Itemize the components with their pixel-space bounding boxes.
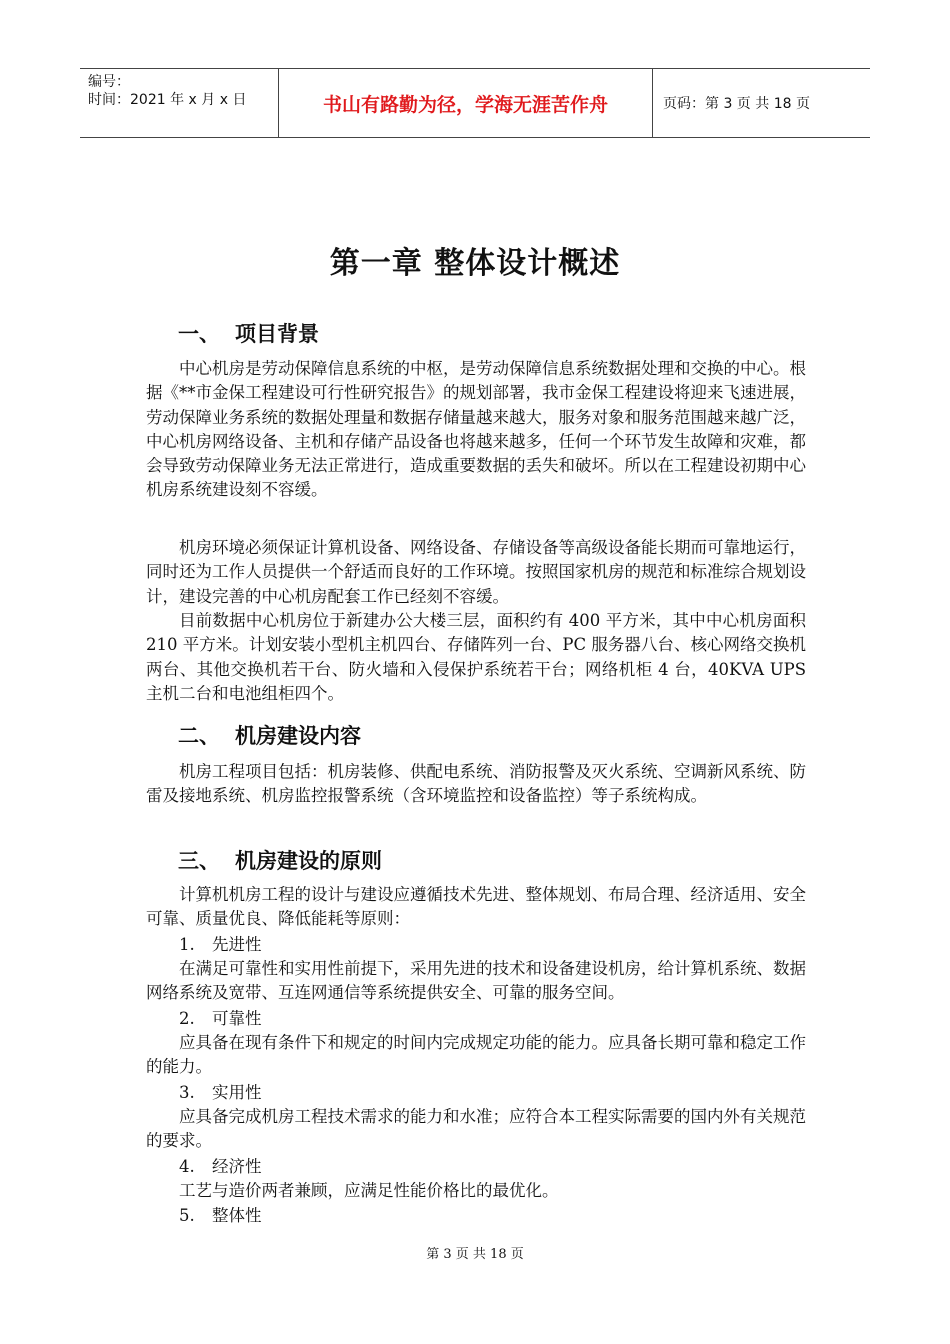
principle-number: 1.	[179, 935, 195, 954]
principle-text-2: 应具备在现有条件下和规定的时间内完成规定功能的能力。应具备长期可靠和稳定工作的能力。	[146, 1033, 806, 1077]
header-meta	[80, 69, 279, 137]
section-title: 机房建设的原则	[235, 849, 382, 873]
header-table	[80, 68, 870, 138]
principle-number: 3.	[179, 1083, 195, 1102]
principle-name: 先进性	[212, 935, 262, 954]
principle-heading-1	[179, 933, 262, 957]
section-heading-2	[178, 720, 361, 750]
principle-name: 实用性	[212, 1083, 262, 1102]
principle-name: 经济性	[212, 1157, 262, 1176]
principle-heading-3	[179, 1081, 262, 1105]
section-number: 一、	[178, 322, 220, 346]
principle-text-1: 在满足可靠性和实用性前提下，采用先进的技术和设备建设机房，给计算机系统、数据网络系统及宽带、互连网通信等系统提供安全、可靠的服务空间。	[146, 959, 806, 1003]
paragraph-background-2: 机房环境必须保证计算机设备、网络设备、存储设备等高级设备能长期而可靠地运行，同时还为工作人员提供一个舒适而良好的工作环境。按照国家机房的规范和标准综合规划设计，建设完善的中心机房配套工作已经刻不容缓。	[146, 538, 806, 606]
header-number-label: 编号：	[88, 74, 130, 90]
principle-name: 可靠性	[212, 1009, 262, 1028]
principle-text-3: 应具备完成机房工程技术需求的能力和水准；应符合本工程实际需要的国内外有关规范的要求。	[146, 1107, 806, 1151]
paragraph-principle-intro: 计算机机房工程的设计与建设应遵循技术先进、整体规划、布局合理、经济适用、安全可靠、质量优良、降低能耗等原则：	[146, 885, 806, 929]
principle-heading-5	[179, 1204, 262, 1228]
section-title: 机房建设内容	[235, 724, 361, 748]
principle-number: 2.	[179, 1009, 195, 1028]
section-number: 三、	[178, 849, 220, 873]
header-motto: 书山有路勤为径，学海无涯苦作舟	[279, 69, 653, 137]
header-date: 时间：2021 年 x 月 x 日	[88, 92, 247, 108]
paragraph-content: 机房工程项目包括：机房装修、供配电系统、消防报警及灭火系统、空调新风系统、防雷及接地系统、机房监控报警系统（含环境监控和设备监控）等子系统构成。	[146, 762, 806, 806]
paragraph-background-3: 目前数据中心机房位于新建办公大楼三层，面积约有 400 平方米，其中中心机房面积 210 平方米。计划安装小型机主机四台、存储阵列一台、PC 服务器八台、核心网络交换机两台、其他交换机若干台、防火墙和入侵保护系统若干台；网络机柜 4 台，40KVA UPS 主机二台和电池组柜四个。	[146, 611, 806, 703]
principle-name: 整体性	[212, 1206, 262, 1225]
principle-number: 5.	[179, 1206, 195, 1225]
section-number: 二、	[178, 724, 220, 748]
principle-number: 4.	[179, 1157, 195, 1176]
section-title: 项目背景	[235, 322, 319, 346]
header-page-code: 页码：第 3 页 共 18 页	[663, 96, 810, 112]
chapter-title: 第一章 整体设计概述	[329, 246, 621, 281]
section-heading-1	[178, 318, 319, 348]
section-heading-3	[178, 845, 382, 875]
page-footer: 第 3 页 共 18 页	[426, 1247, 524, 1262]
principle-heading-2	[179, 1007, 262, 1031]
principle-text-4: 工艺与造价两者兼顾，应满足性能价格比的最优化。	[179, 1181, 559, 1200]
principle-heading-4	[179, 1155, 262, 1179]
paragraph-background-1: 中心机房是劳动保障信息系统的中枢，是劳动保障信息系统数据处理和交换的中心。根据《**市金保工程建设可行性研究报告》的规划部署，我市金保工程建设将迎来飞速进展，劳动保障业务系统的数据处理量和数据存储量越来越大，服务对象和服务范围越来越广泛，中心机房网络设备、主机和存储产品设备也将越来越多，任何一个环节发生故障和灾难，都会导致劳动保障业务无法正常进行，造成重要数据的丢失和破坏。所以在工程建设初期中心机房系统建设刻不容缓。	[146, 359, 806, 500]
